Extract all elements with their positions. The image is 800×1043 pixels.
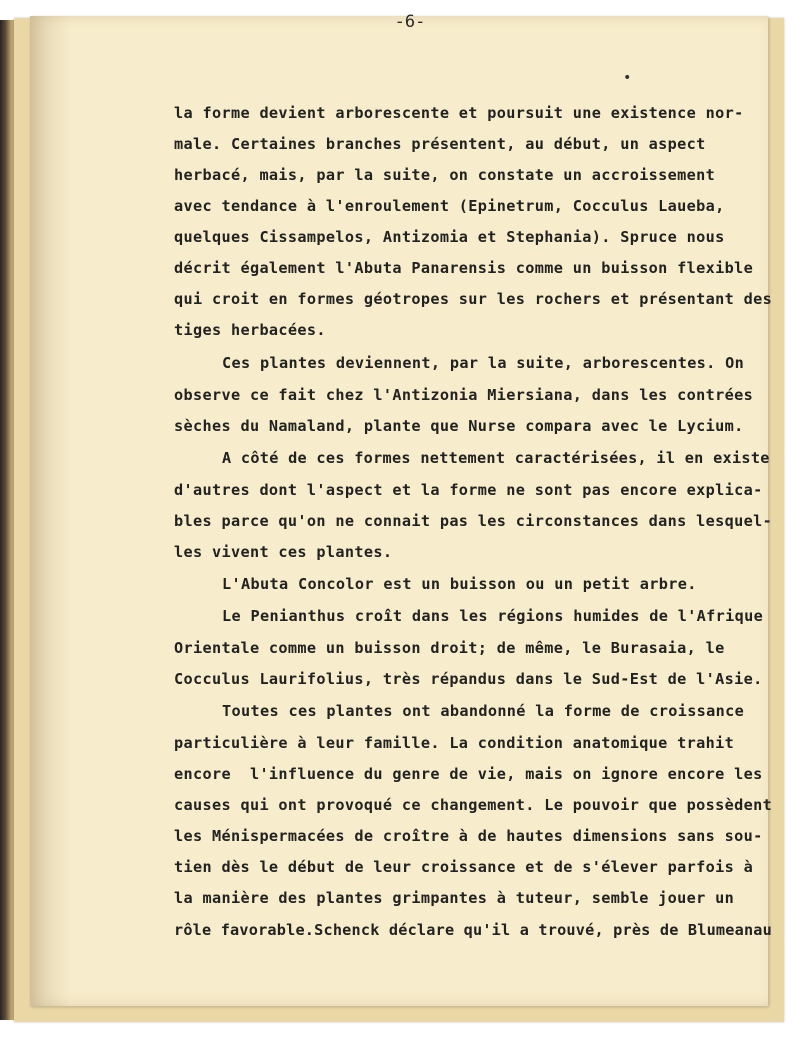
text-line: la manière des plantes grimpantes à tuteur, semble jouer un [174, 889, 735, 907]
text-line: male. Certaines branches présentent, au début, un aspect [174, 135, 706, 153]
text-line: tien dès le début de leur croissance et de s'élever parfois à [174, 858, 754, 876]
text-line: L'Abuta Concolor est un buisson ou un petit arbre. [222, 575, 697, 593]
text-line: les Ménispermacées de croître à de hautes dimensions sans sou- [174, 827, 763, 845]
text-line: A côté de ces formes nettement caractérisées, il en existe [222, 449, 770, 467]
text-line: Toutes ces plantes ont abandonné la forme de croissance [222, 702, 745, 720]
text-line: qui croit en formes géotropes sur les rochers et présentant des [174, 290, 773, 308]
text-line: avec tendance à l'enroulement (Epinetrum, Cocculus Laueba, [174, 197, 725, 215]
text-line: Le Penianthus croît dans les régions humides de l'Afrique [222, 607, 764, 625]
text-line: herbacé, mais, par la suite, on constate un accroissement [174, 166, 716, 184]
text-line: décrit également l'Abuta Panarensis comme un buisson flexible [174, 259, 754, 277]
stray-mark: • [623, 70, 632, 86]
text-line: Orientale comme un buisson droit; de même, le Burasaia, le [174, 639, 725, 657]
text-line: Cocculus Laurifolius, très répandus dans le Sud-Est de l'Asie. [174, 670, 763, 688]
text-line: bles parce qu'on ne connait pas les circonstances dans lesquel- [174, 512, 773, 530]
text-line: quelques Cissampelos, Antizomia et Stephania). Spruce nous [174, 228, 725, 246]
text-line: encore l'influence du genre de vie, mais on ignore encore les [174, 765, 763, 783]
text-line: les vivent ces plantes. [174, 543, 393, 561]
text-line: la forme devient arborescente et poursuit une existence nor- [174, 104, 744, 122]
text-line: sèches du Namaland, plante que Nurse compara avec le Lycium. [174, 417, 744, 435]
text-line: tiges herbacées. [174, 321, 326, 339]
text-line: causes qui ont provoqué ce changement. Le pouvoir que possèdent [174, 796, 773, 814]
page-number: -6- [394, 12, 426, 32]
text-line: observe ce fait chez l'Antizonia Miersiana, dans les contrées [174, 386, 754, 404]
text-line: rôle favorable.Schenck déclare qu'il a trouvé, près de Blumeanau [174, 921, 772, 939]
text-line: d'autres dont l'aspect et la forme ne sont pas encore explica- [174, 481, 763, 499]
text-line: particulière à leur famille. La condition anatomique trahit [174, 734, 735, 752]
text-line: Ces plantes deviennent, par la suite, arborescentes. On [222, 354, 745, 372]
